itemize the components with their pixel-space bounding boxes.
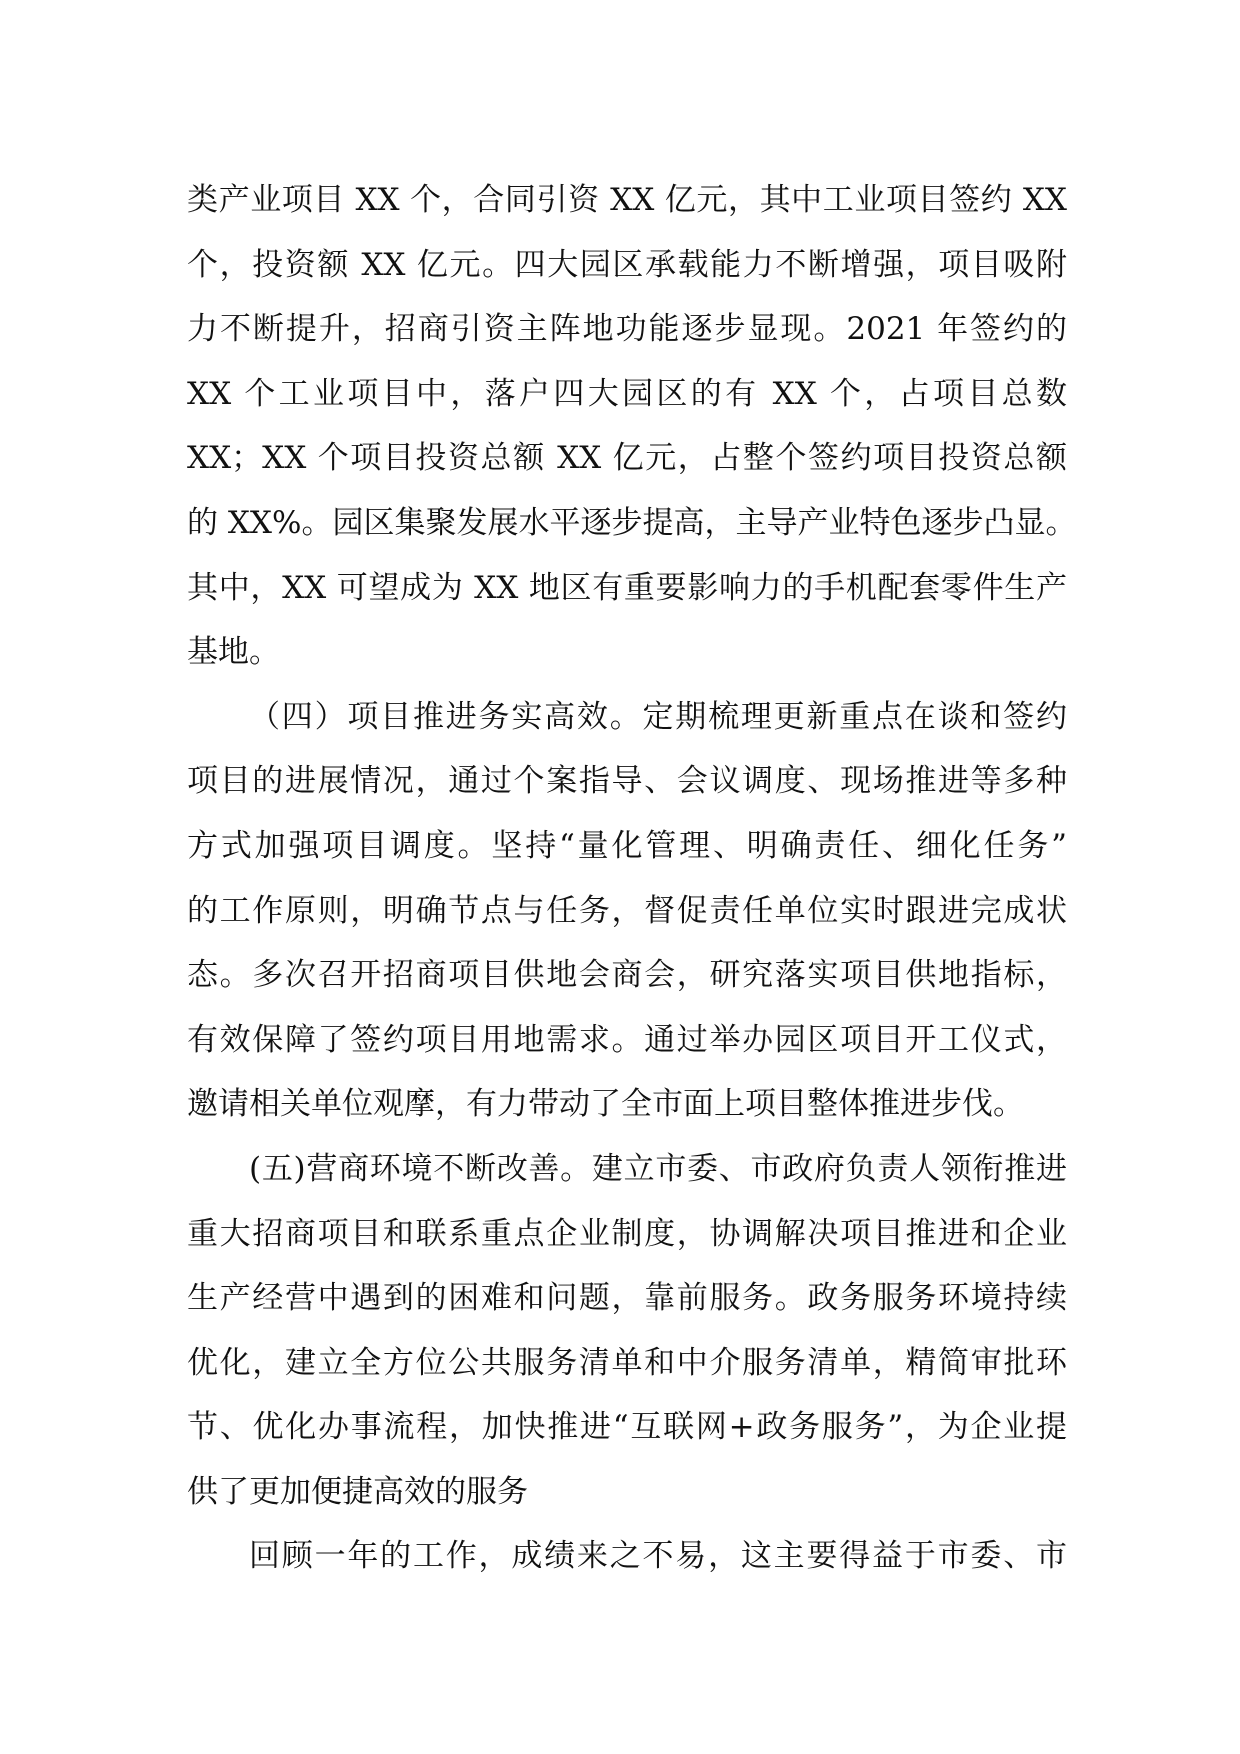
text-line: 项目的进展情况，通过个案指导、会议调度、现场推进等多种 [187,763,1067,800]
text-line: XX；XX 个项目投资总额 XX 亿元，占整个签约项目投资总额 [187,440,1067,477]
text-line: 力不断提升，招商引资主阵地功能逐步显现。2021 年签约的 [187,311,1067,348]
paragraph-business-environment [187,1137,1067,1525]
text-line: (五)营商环境不断改善。建立市委、市政府负责人领衔推进 [249,1150,1067,1187]
text-line: 回顾一年的工作，成绩来之不易，这主要得益于市委、市 [249,1538,1067,1575]
text-line: 供了更加便捷高效的服务 [187,1473,528,1510]
text-line: 重大招商项目和联系重点企业制度，协调解决项目推进和企业 [187,1215,1067,1252]
document-body [187,168,1077,1589]
text-line: 其中，XX 可望成为 XX 地区有重要影响力的手机配套零件生产 [187,569,1067,606]
text-line: 优化，建立全方位公共服务清单和中介服务清单，精简审批环 [187,1344,1067,1381]
text-line: 方式加强项目调度。坚持“量化管理、明确责任、细化任务” [187,827,1067,864]
text-line: 生产经营中遇到的困难和问题，靠前服务。政务服务环境持续 [187,1280,1067,1317]
text-line: 个，投资额 XX 亿元。四大园区承载能力不断增强，项目吸附 [187,246,1067,283]
text-line: 的工作原则，明确节点与任务，督促责任单位实时跟进完成状 [187,892,1067,929]
text-line: XX 个工业项目中，落户四大园区的有 XX 个，占项目总数 [187,375,1067,412]
text-line: 节、优化办事流程，加快推进“互联网+政务服务”，为企业提 [187,1409,1067,1446]
text-line: 类产业项目 XX 个，合同引资 XX 亿元，其中工业项目签约 XX [187,182,1067,218]
paragraph-project-promotion [187,685,1067,1137]
paragraph-park-projects [187,168,1077,685]
text-line: （四）项目推进务实高效。定期梳理更新重点在谈和签约 [249,698,1067,735]
text-line: 基地。 [187,634,280,671]
paragraph-review [187,1524,1067,1589]
text-line: 邀请相关单位观摩，有力带动了全市面上项目整体推进步伐。 [187,1086,1024,1123]
text-line: 的 XX%。园区集聚发展水平逐步提高，主导产业特色逐步凸显。 [187,504,1077,541]
text-line: 态。多次召开招商项目供地会商会，研究落实项目供地指标， [187,957,1067,994]
text-line: 有效保障了签约项目用地需求。通过举办园区项目开工仪式， [187,1021,1067,1058]
